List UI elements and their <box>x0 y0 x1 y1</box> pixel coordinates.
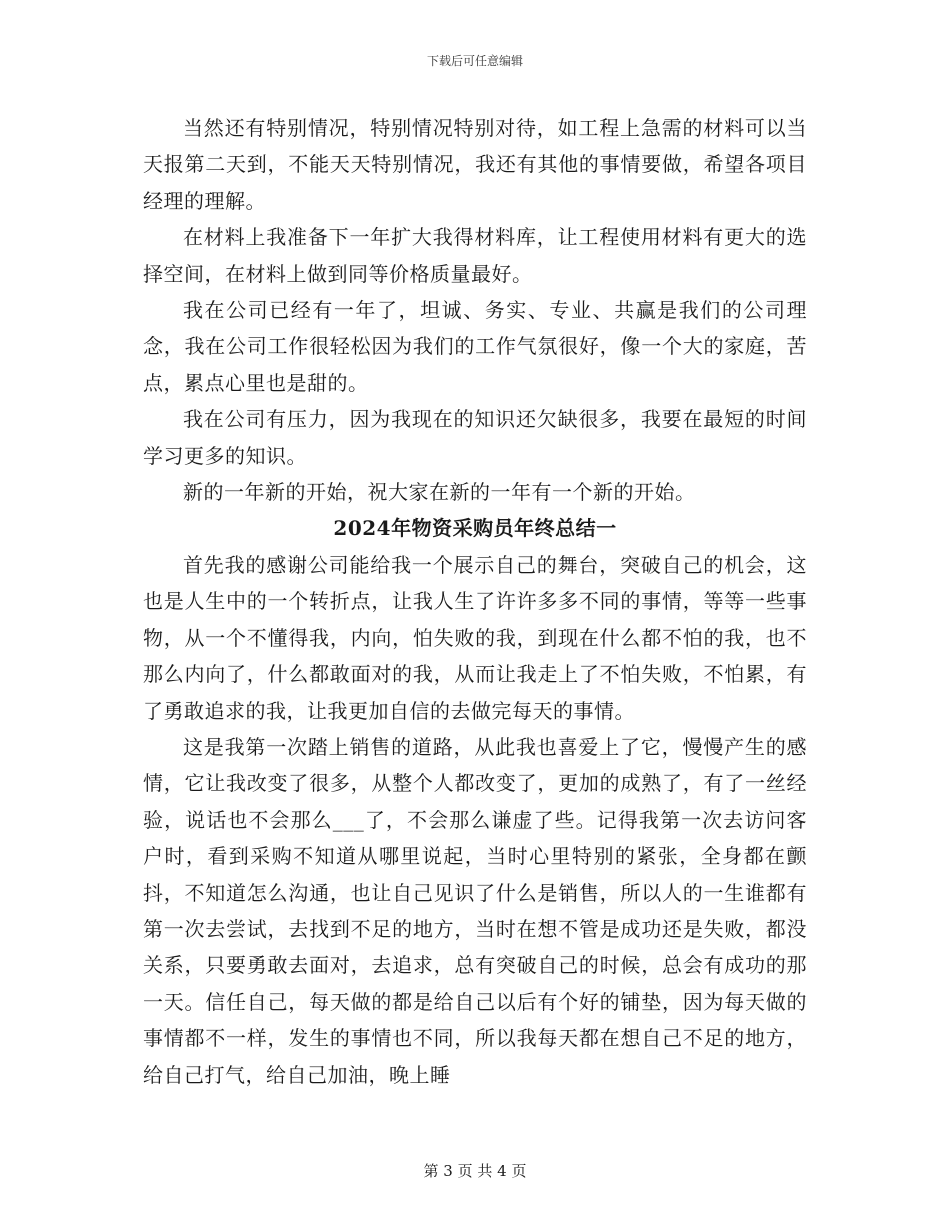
paragraph: 我在公司已经有一年了，坦诚、务实、专业、共赢是我们的公司理念，我在公司工作很轻松因为我们的工作气氛很好，像一个大的家庭，苦点，累点心里也是甜的。 <box>143 298 807 395</box>
paragraph: 这是我第一次踏上销售的道路，从此我也喜爱上了它，慢慢产生的感情，它让我改变了很多，从整个人都改变了，更加的成熟了，有了一丝经验，说话也不会那么___了，不会那么谦虚了些。记得我第一次去访问客户时，看到采购不知道从哪里说起，当时心里特别的紧张，全身都在颤抖，不知道怎么沟通，也让自己见识了什么是销售，所以人的一生谁都有第一次去尝试，去找到不足的地方，当时在想不管是成功还是失败，都没关系，只要勇敢去面对，去追求，总有突破自己的时候，总会有成功的那一天。信任自己，每天做的都是给自己以后有个好的铺垫，因为每天做的事情都不一样，发生的事情也不同，所以我每天都在想自己不足的地方，给自己打气，给自己加油，晚上睡 <box>143 734 807 1087</box>
paragraph: 我在公司有压力，因为我现在的知识还欠缺很多，我要在最短的时间学习更多的知识。 <box>143 407 807 468</box>
paragraph: 新的一年新的开始，祝大家在新的一年有一个新的开始。 <box>183 480 696 505</box>
document-body <box>143 110 807 1093</box>
paragraph: 首先我的感谢公司能给我一个展示自己的舞台，突破自己的机会，这也是人生中的一个转折点，让我人生了许许多多不同的事情，等等一些事物，从一个不懂得我，内向，怕失败的我，到现在什么都不怕的我，也不那么内向了，什么都敢面对的我，从而让我走上了不怕失败，不怕累，有了勇敢追求的我，让我更加自信的去做完每天的事情。 <box>143 552 807 723</box>
paragraph: 在材料上我准备下一年扩大我得材料库，让工程使用材料有更大的选择空间，在材料上做到同等价格质量最好。 <box>143 225 807 286</box>
page-header-note: 下载后可任意编辑 <box>426 54 523 68</box>
page-number: 第 3 页 共 4 页 <box>423 1162 527 1180</box>
section-title: 2024年物资采购员年终总结一 <box>333 516 617 541</box>
paragraph: 当然还有特别情况，特别情况特别对待，如工程上急需的材料可以当天报第二天到，不能天天特别情况，我还有其他的事情要做，希望各项目经理的理解。 <box>143 116 807 213</box>
